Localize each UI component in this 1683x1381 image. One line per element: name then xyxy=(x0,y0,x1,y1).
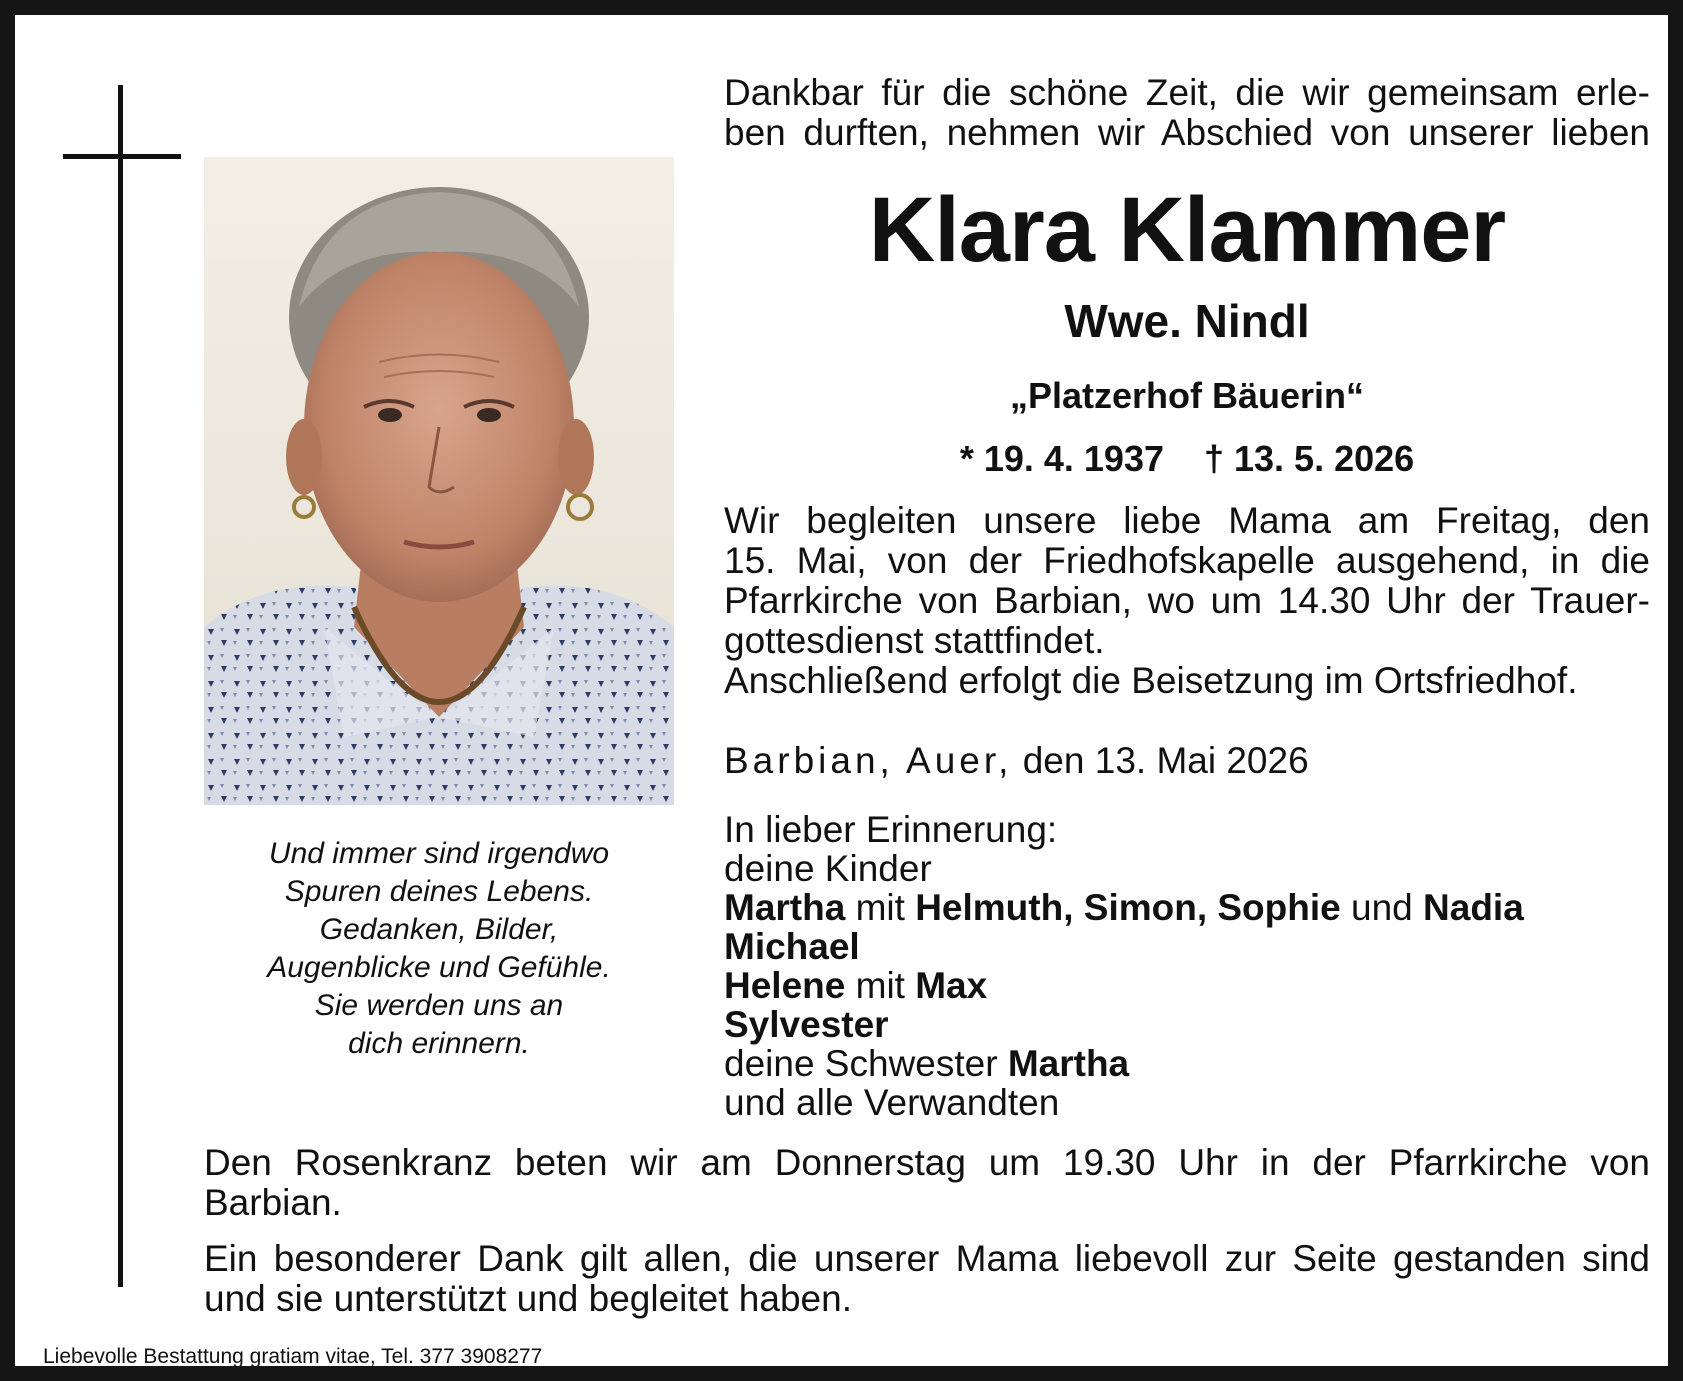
family-member: Sylvester xyxy=(724,1004,889,1045)
family-row xyxy=(724,1044,1650,1083)
cross-icon-horizontal xyxy=(63,154,181,159)
family-member: Helmuth, Simon, Sophie xyxy=(915,887,1341,928)
family-row xyxy=(724,927,1650,966)
thanks-line: Ein besonderer Dank gilt allen, die unserer Mama liebevoll zur Seite gestanden sind xyxy=(204,1238,1650,1279)
family-children-intro: deine Kinder xyxy=(724,848,932,889)
life-dates xyxy=(724,435,1650,483)
service-announcement xyxy=(724,501,1650,701)
place-towns: Barbian, Auer, xyxy=(724,740,1013,781)
poem xyxy=(204,835,674,1063)
family-heading: In lieber Erinnerung: xyxy=(724,809,1058,850)
service-line: 15. Mai, von der Friedhofskapelle ausgehend, in die xyxy=(724,540,1650,581)
thanks-line: und sie unterstützt und begleitet haben. xyxy=(204,1278,852,1319)
place-date xyxy=(724,739,1650,783)
poem-line: Spuren deines Lebens. xyxy=(284,875,594,908)
family-connector: und xyxy=(1340,887,1424,928)
family-member: Max xyxy=(915,965,988,1006)
family-row xyxy=(724,966,1650,1005)
family-row xyxy=(724,1005,1650,1044)
place-date-value: den 13. Mai 2026 xyxy=(1012,740,1309,781)
service-line: gottesdienst stattfindet. xyxy=(724,620,1105,661)
family-connector: mit xyxy=(845,965,916,1006)
family-list xyxy=(724,810,1650,1122)
poem-line: Gedanken, Bilder, xyxy=(319,913,559,946)
family-member: Helene xyxy=(724,965,846,1006)
farm-title: „Platzerhof Bäuerin“ xyxy=(1009,375,1365,416)
family-member: Martha xyxy=(724,887,846,928)
portrait-photo xyxy=(204,157,674,805)
family-row xyxy=(724,888,1650,927)
portrait-photo-icon xyxy=(204,157,674,805)
service-line: Wir begleiten unsere liebe Mama am Freitag, den xyxy=(724,500,1650,541)
intro-text xyxy=(724,73,1650,153)
poem-line: Augenblicke und Gefühle. xyxy=(267,951,611,984)
family-member: Martha xyxy=(1007,1043,1130,1084)
deceased-name: Klara Klammer xyxy=(868,179,1506,281)
widow-name: Wwe. Nindl xyxy=(1064,295,1310,347)
service-line: Pfarrkirche von Barbian, wo um 14.30 Uhr der Trauer- xyxy=(724,580,1650,621)
death-date: † 13. 5. 2026 xyxy=(1203,438,1415,479)
intro-line: Dankbar für die schöne Zeit, die wir gemeinsam erle- xyxy=(724,72,1650,113)
poem-line: Sie werden uns an xyxy=(314,989,564,1022)
thanks-text xyxy=(204,1239,1650,1319)
rosary-line: Barbian. xyxy=(204,1182,342,1223)
family-connector: deine Schwester xyxy=(724,1043,1008,1084)
service-line: Anschließend erfolgt die Beisetzung im Ortsfriedhof. xyxy=(724,660,1578,701)
family-connector: mit xyxy=(845,887,916,928)
cross-icon-vertical xyxy=(118,85,123,1287)
birth-date: * 19. 4. 1937 xyxy=(959,438,1164,479)
rosary-announcement xyxy=(204,1143,1650,1223)
poem-line: Und immer sind irgendwo xyxy=(268,837,610,870)
family-relatives: und alle Verwandten xyxy=(724,1082,1060,1123)
family-member: Nadia xyxy=(1423,887,1524,928)
funeral-home-footer: Liebevolle Bestattung gratiam vitae, Tel. 377 3908277 xyxy=(43,1345,543,1368)
rosary-line: Den Rosenkranz beten wir am Donnerstag um 19.30 Uhr in der Pfarrkirche von xyxy=(204,1142,1650,1183)
intro-line: ben durften, nehmen wir Abschied von unserer lieben xyxy=(724,112,1650,153)
poem-line: dich erinnern. xyxy=(348,1027,530,1060)
family-member: Michael xyxy=(724,926,860,967)
